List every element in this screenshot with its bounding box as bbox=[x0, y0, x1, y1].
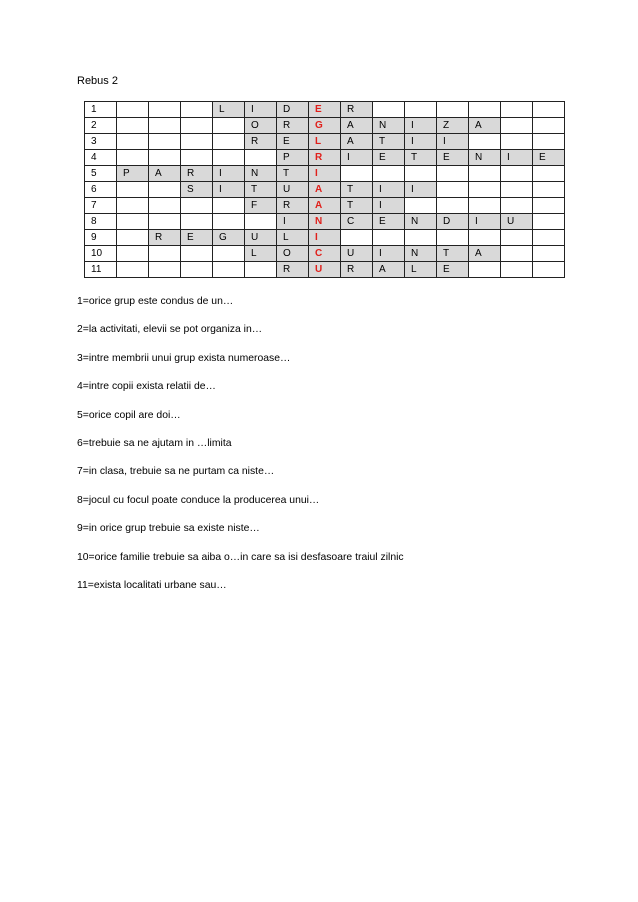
letter-cell: A bbox=[373, 262, 405, 278]
letter-cell bbox=[149, 134, 181, 150]
letter-cell: I bbox=[341, 150, 373, 166]
letter-cell bbox=[501, 230, 533, 246]
letter-cell bbox=[181, 198, 213, 214]
clue-item: 1=orice grup este condus de un… bbox=[77, 296, 234, 307]
letter-cell bbox=[437, 102, 469, 118]
letter-cell: I bbox=[437, 134, 469, 150]
row-number: 7 bbox=[85, 198, 117, 214]
letter-cell: E bbox=[533, 150, 565, 166]
letter-cell: N bbox=[245, 166, 277, 182]
letter-cell bbox=[405, 166, 437, 182]
letter-cell bbox=[341, 230, 373, 246]
letter-cell: I bbox=[277, 214, 309, 230]
letter-cell bbox=[469, 262, 501, 278]
letter-cell bbox=[117, 150, 149, 166]
letter-cell bbox=[469, 166, 501, 182]
row-number: 2 bbox=[85, 118, 117, 134]
row-number: 5 bbox=[85, 166, 117, 182]
letter-cell bbox=[149, 118, 181, 134]
letter-cell bbox=[181, 262, 213, 278]
letter-cell: R bbox=[277, 262, 309, 278]
row-number: 8 bbox=[85, 214, 117, 230]
clue-item: 9=in orice grup trebuie sa existe niste… bbox=[77, 523, 260, 535]
rebus-row bbox=[85, 262, 565, 278]
letter-cell bbox=[245, 262, 277, 278]
letter-cell bbox=[405, 230, 437, 246]
key-letter-cell: U bbox=[309, 262, 341, 278]
letter-cell: N bbox=[405, 246, 437, 262]
key-letter-cell: E bbox=[309, 102, 341, 118]
letter-cell: P bbox=[117, 166, 149, 182]
letter-cell bbox=[533, 134, 565, 150]
letter-cell bbox=[181, 214, 213, 230]
letter-cell bbox=[501, 262, 533, 278]
letter-cell: A bbox=[469, 246, 501, 262]
row-number: 3 bbox=[85, 134, 117, 150]
key-letter-cell: G bbox=[309, 118, 341, 134]
letter-cell bbox=[117, 198, 149, 214]
letter-cell bbox=[501, 246, 533, 262]
letter-cell bbox=[501, 102, 533, 118]
letter-cell bbox=[213, 118, 245, 134]
letter-cell: E bbox=[373, 150, 405, 166]
key-letter-cell: I bbox=[309, 230, 341, 246]
letter-cell bbox=[213, 246, 245, 262]
letter-cell: I bbox=[213, 166, 245, 182]
letter-cell bbox=[469, 198, 501, 214]
letter-cell bbox=[405, 102, 437, 118]
rebus-row bbox=[85, 118, 565, 134]
letter-cell: L bbox=[213, 102, 245, 118]
key-letter-cell: C bbox=[309, 246, 341, 262]
letter-cell: T bbox=[373, 134, 405, 150]
letter-cell bbox=[501, 182, 533, 198]
letter-cell: T bbox=[277, 166, 309, 182]
letter-cell bbox=[213, 214, 245, 230]
rebus-grid-body bbox=[85, 102, 565, 278]
letter-cell bbox=[149, 150, 181, 166]
clue-item: 7=in clasa, trebuie sa ne purtam ca niste… bbox=[77, 466, 275, 478]
letter-cell bbox=[117, 246, 149, 262]
clue-item: 6=trebuie sa ne ajutam in …limita bbox=[77, 437, 232, 449]
letter-cell bbox=[117, 118, 149, 134]
letter-cell bbox=[437, 230, 469, 246]
letter-cell: O bbox=[277, 246, 309, 262]
page-title: Rebus 2 bbox=[77, 75, 118, 87]
letter-cell bbox=[469, 134, 501, 150]
letter-cell bbox=[245, 150, 277, 166]
letter-cell bbox=[117, 262, 149, 278]
letter-cell bbox=[501, 198, 533, 214]
letter-cell: U bbox=[277, 182, 309, 198]
letter-cell: I bbox=[405, 134, 437, 150]
row-number: 11 bbox=[85, 262, 117, 278]
clue-item: 2=la activitati, elevii se pot organiza in… bbox=[77, 324, 263, 336]
rebus-row bbox=[85, 198, 565, 214]
letter-cell: A bbox=[341, 118, 373, 134]
key-letter-cell: R bbox=[309, 150, 341, 166]
letter-cell bbox=[437, 198, 469, 214]
letter-cell bbox=[501, 134, 533, 150]
rebus-grid bbox=[84, 101, 565, 278]
rebus-row bbox=[85, 182, 565, 198]
letter-cell bbox=[117, 102, 149, 118]
letter-cell bbox=[533, 246, 565, 262]
letter-cell: I bbox=[373, 182, 405, 198]
letter-cell bbox=[469, 182, 501, 198]
row-number: 10 bbox=[85, 246, 117, 262]
letter-cell bbox=[373, 166, 405, 182]
letter-cell: I bbox=[373, 198, 405, 214]
letter-cell: Z bbox=[437, 118, 469, 134]
row-number: 4 bbox=[85, 150, 117, 166]
letter-cell bbox=[469, 230, 501, 246]
letter-cell bbox=[181, 118, 213, 134]
letter-cell: U bbox=[501, 214, 533, 230]
letter-cell: U bbox=[341, 246, 373, 262]
letter-cell: I bbox=[373, 246, 405, 262]
letter-cell: E bbox=[277, 134, 309, 150]
letter-cell bbox=[149, 198, 181, 214]
letter-cell bbox=[213, 134, 245, 150]
letter-cell: U bbox=[245, 230, 277, 246]
key-letter-cell: N bbox=[309, 214, 341, 230]
key-letter-cell: A bbox=[309, 182, 341, 198]
letter-cell: T bbox=[341, 182, 373, 198]
row-number: 9 bbox=[85, 230, 117, 246]
row-number: 1 bbox=[85, 102, 117, 118]
letter-cell: N bbox=[373, 118, 405, 134]
rebus-row bbox=[85, 214, 565, 230]
key-letter-cell: L bbox=[309, 134, 341, 150]
letter-cell: L bbox=[277, 230, 309, 246]
letter-cell: I bbox=[405, 182, 437, 198]
rebus-row bbox=[85, 150, 565, 166]
letter-cell bbox=[149, 182, 181, 198]
letter-cell bbox=[405, 198, 437, 214]
clue-item: 5=orice copil are doi… bbox=[77, 409, 181, 421]
letter-cell bbox=[437, 166, 469, 182]
letter-cell: R bbox=[181, 166, 213, 182]
key-letter-cell: I bbox=[309, 166, 341, 182]
letter-cell bbox=[149, 246, 181, 262]
letter-cell: N bbox=[469, 150, 501, 166]
letter-cell bbox=[245, 214, 277, 230]
letter-cell bbox=[181, 150, 213, 166]
letter-cell bbox=[533, 198, 565, 214]
letter-cell bbox=[501, 118, 533, 134]
letter-cell: E bbox=[373, 214, 405, 230]
letter-cell: A bbox=[469, 118, 501, 134]
clue-item: 4=intre copii exista relatii de… bbox=[77, 381, 216, 393]
rebus-row bbox=[85, 230, 565, 246]
letter-cell bbox=[149, 262, 181, 278]
letter-cell bbox=[181, 102, 213, 118]
letter-cell: T bbox=[405, 150, 437, 166]
letter-cell: G bbox=[213, 230, 245, 246]
letter-cell: E bbox=[437, 262, 469, 278]
letter-cell: P bbox=[277, 150, 309, 166]
letter-cell bbox=[213, 150, 245, 166]
letter-cell: L bbox=[405, 262, 437, 278]
key-letter-cell: A bbox=[309, 198, 341, 214]
letter-cell: I bbox=[245, 102, 277, 118]
letter-cell: I bbox=[501, 150, 533, 166]
letter-cell bbox=[117, 182, 149, 198]
letter-cell: T bbox=[437, 246, 469, 262]
clue-item: 8=jocul cu focul poate conduce la producerea unui… bbox=[77, 494, 320, 506]
rebus-row bbox=[85, 134, 565, 150]
letter-cell: R bbox=[149, 230, 181, 246]
letter-cell bbox=[533, 214, 565, 230]
letter-cell: E bbox=[437, 150, 469, 166]
letter-cell bbox=[213, 262, 245, 278]
letter-cell bbox=[373, 230, 405, 246]
letter-cell bbox=[533, 262, 565, 278]
letter-cell: T bbox=[245, 182, 277, 198]
letter-cell bbox=[533, 118, 565, 134]
rebus-row bbox=[85, 166, 565, 182]
letter-cell: E bbox=[181, 230, 213, 246]
letter-cell: I bbox=[469, 214, 501, 230]
letter-cell: C bbox=[341, 214, 373, 230]
letter-cell: R bbox=[341, 102, 373, 118]
letter-cell: T bbox=[341, 198, 373, 214]
letter-cell bbox=[117, 214, 149, 230]
letter-cell bbox=[501, 166, 533, 182]
letter-cell: O bbox=[245, 118, 277, 134]
letter-cell: S bbox=[181, 182, 213, 198]
letter-cell bbox=[533, 102, 565, 118]
letter-cell bbox=[437, 182, 469, 198]
letter-cell bbox=[213, 198, 245, 214]
letter-cell: D bbox=[437, 214, 469, 230]
letter-cell bbox=[181, 246, 213, 262]
letter-cell: R bbox=[277, 198, 309, 214]
letter-cell bbox=[341, 166, 373, 182]
letter-cell bbox=[181, 134, 213, 150]
letter-cell: R bbox=[245, 134, 277, 150]
letter-cell bbox=[117, 134, 149, 150]
row-number: 6 bbox=[85, 182, 117, 198]
letter-cell: I bbox=[405, 118, 437, 134]
letter-cell bbox=[117, 230, 149, 246]
letter-cell: N bbox=[405, 214, 437, 230]
letter-cell: A bbox=[149, 166, 181, 182]
letter-cell: R bbox=[277, 118, 309, 134]
clue-item: 10=orice familie trebuie sa aiba o…in care sa isi desfasoare traiul zilnic bbox=[77, 551, 404, 563]
letter-cell bbox=[373, 102, 405, 118]
clue-item: 11=exista localitati urbane sau… bbox=[77, 579, 227, 591]
letter-cell: L bbox=[245, 246, 277, 262]
clue-list bbox=[77, 295, 404, 607]
rebus-row bbox=[85, 246, 565, 262]
letter-cell bbox=[533, 182, 565, 198]
rebus-row bbox=[85, 102, 565, 118]
clue-item: 3=intre membrii unui grup exista numeroase… bbox=[77, 352, 291, 364]
letter-cell bbox=[533, 166, 565, 182]
letter-cell bbox=[149, 102, 181, 118]
letter-cell bbox=[533, 230, 565, 246]
letter-cell bbox=[469, 102, 501, 118]
letter-cell: I bbox=[213, 182, 245, 198]
letter-cell bbox=[149, 214, 181, 230]
letter-cell: D bbox=[277, 102, 309, 118]
letter-cell: A bbox=[341, 134, 373, 150]
letter-cell: R bbox=[341, 262, 373, 278]
letter-cell: F bbox=[245, 198, 277, 214]
